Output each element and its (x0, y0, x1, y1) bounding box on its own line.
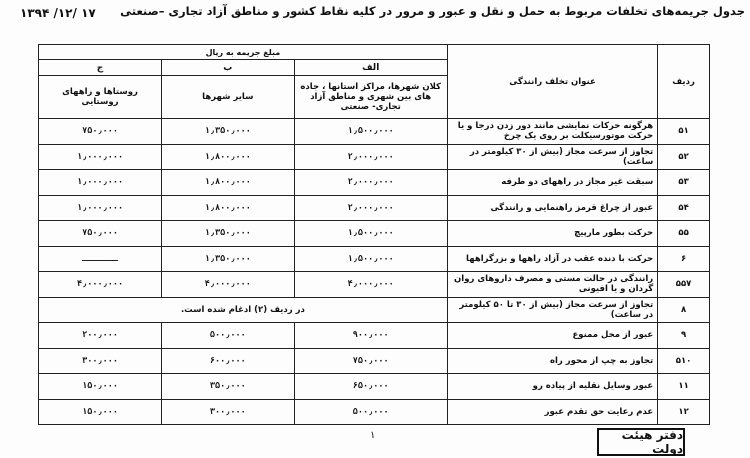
amount-b: ۴٫۰۰۰٫۰۰۰ (162, 272, 294, 298)
amount-c: ۱۵۰٫۰۰۰ (39, 374, 162, 400)
row-number: ۵۵ (658, 221, 710, 247)
table-row (39, 323, 710, 349)
table-row (39, 246, 710, 272)
row-number: ۵۵۷ (658, 272, 710, 298)
amount-a: ۴٫۰۰۰٫۰۰۰ (294, 272, 447, 298)
row-number: ۵۳ (658, 170, 710, 196)
amount-c: ـــــــ (39, 246, 162, 272)
amount-c: ۴٫۰۰۰٫۰۰۰ (39, 272, 162, 298)
violation-title: تجاوز به چپ از محور راه (447, 348, 657, 374)
amount-a: ۷۵۰٫۰۰۰ (294, 348, 447, 374)
amount-c: ۲۰۰٫۰۰۰ (39, 323, 162, 349)
amount-a: ۶۵۰٫۰۰۰ (294, 374, 447, 400)
table-row (39, 348, 710, 374)
header-col-b-desc: سایر شهرها (162, 76, 294, 119)
amount-a: ۵۰۰٫۰۰۰ (294, 399, 447, 425)
table-row (39, 272, 710, 298)
header-amount-group: مبلغ جریمه به ریال (39, 45, 448, 60)
amount-a: ۱٫۵۰۰٫۰۰۰ (294, 119, 447, 145)
amount-a: ۲٫۰۰۰٫۰۰۰ (294, 144, 447, 170)
header-col-a-letter: الف (294, 60, 447, 76)
row-number: ۹ (658, 323, 710, 349)
amount-a: ۱٫۵۰۰٫۰۰۰ (294, 221, 447, 247)
table-row (39, 399, 710, 425)
row-number: ۱۲ (658, 399, 710, 425)
amount-b: ۶۰۰٫۰۰۰ (162, 348, 294, 374)
row-number: ۸ (658, 297, 710, 323)
violation-title: حرکت بطور مارپیچ (447, 221, 657, 247)
government-office-stamp: دفتر هیئت دولت (597, 428, 685, 456)
amount-b: ۱٫۳۵۰٫۰۰۰ (162, 119, 294, 145)
row-number: ۱۱ (658, 374, 710, 400)
header-col-a-desc: کلان شهرها، مراکز استانها ، جاده های بین شهری و مناطق آزاد تجاری- صنعتی (294, 76, 447, 119)
amount-b: ۳۰۰٫۰۰۰ (162, 399, 294, 425)
amount-b: ۳۵۰٫۰۰۰ (162, 374, 294, 400)
violation-title: عبور وسایل نقلیه از پیاده رو (447, 374, 657, 400)
row-number: ۵۱۰ (658, 348, 710, 374)
table-row (39, 374, 710, 400)
violation-title: عبور از چراغ قرمز راهنمایی و رانندگی (447, 195, 657, 221)
header-row-number: ردیف (658, 45, 710, 119)
amount-b: ۱٫۸۰۰٫۰۰۰ (162, 195, 294, 221)
row-number: ۵۴ (658, 195, 710, 221)
amount-a: ۲٫۰۰۰٫۰۰۰ (294, 170, 447, 196)
amount-c: ۱۵۰٫۰۰۰ (39, 399, 162, 425)
table-row (39, 195, 710, 221)
document-date: ۱۷ /۱۲/ ۱۳۹۴ (20, 6, 96, 20)
amount-b: ۵۰۰٫۰۰۰ (162, 323, 294, 349)
violation-title: سبقت غیر مجاز در راههای دو طرفه (447, 170, 657, 196)
page-number: ۱ (370, 430, 376, 441)
amount-b: ۱٫۸۰۰٫۰۰۰ (162, 170, 294, 196)
violation-title: عبور از محل ممنوع (447, 323, 657, 349)
header-col-c-desc: روستاها و راههای روستایی (39, 76, 162, 119)
amount-a: ۹۰۰٫۰۰۰ (294, 323, 447, 349)
header-violation-title: عنوان تخلف رانندگی (447, 45, 657, 119)
table-row (39, 144, 710, 170)
fines-table (38, 44, 710, 425)
amount-a: ۱٫۵۰۰٫۰۰۰ (294, 246, 447, 272)
amount-c: ۷۵۰٫۰۰۰ (39, 221, 162, 247)
amount-a: ۲٫۰۰۰٫۰۰۰ (294, 195, 447, 221)
table-row (39, 170, 710, 196)
header-col-b-letter: ب (162, 60, 294, 76)
row-number: ۵۲ (658, 144, 710, 170)
table-row (39, 221, 710, 247)
amount-b: ۱٫۳۵۰٫۰۰۰ (162, 246, 294, 272)
row-number: ۵۱ (658, 119, 710, 145)
document-title: جدول جریمه‌های تخلفات مربوط به حمل و نقل و عبور و مرور در کلیه نقاط کشور و مناطق آزاد تجاری –صنعتی (120, 4, 745, 18)
violation-title: تجاوز از سرعت مجاز (بیش از ۳۰ تا ۵۰ کیلومتر در ساعت) (447, 297, 657, 323)
amount-c: ۳۰۰٫۰۰۰ (39, 348, 162, 374)
row-number: ۶ (658, 246, 710, 272)
violation-title: هرگونه حرکات نمایشی مانند دور زدن درجا و یا حرکت موتورسیکلت بر روی یک چرخ (447, 119, 657, 145)
table-row (39, 119, 710, 145)
table-row (39, 297, 710, 323)
header (20, 2, 745, 24)
amount-c: ۱٫۰۰۰٫۰۰۰ (39, 144, 162, 170)
amount-b: ۱٫۳۵۰٫۰۰۰ (162, 221, 294, 247)
amount-b: ۱٫۸۰۰٫۰۰۰ (162, 144, 294, 170)
merged-note: در ردیف (۲) ادغام شده است. (39, 297, 448, 323)
violation-title: عدم رعایت حق تقدم عبور (447, 399, 657, 425)
violation-title: حرکت با دنده عقب در آزاد راهها و بزرگراهها (447, 246, 657, 272)
violation-title: تجاوز از سرعت مجاز (بیش از ۳۰ کیلومتر در ساعت) (447, 144, 657, 170)
amount-c: ۷۵۰٫۰۰۰ (39, 119, 162, 145)
amount-c: ۱٫۰۰۰٫۰۰۰ (39, 170, 162, 196)
header-col-c-letter: ج (39, 60, 162, 76)
amount-c: ۱٫۰۰۰٫۰۰۰ (39, 195, 162, 221)
violation-title: رانندگی در حالت مستی و مصرف داروهای روان گردان و یا افیونی (447, 272, 657, 298)
